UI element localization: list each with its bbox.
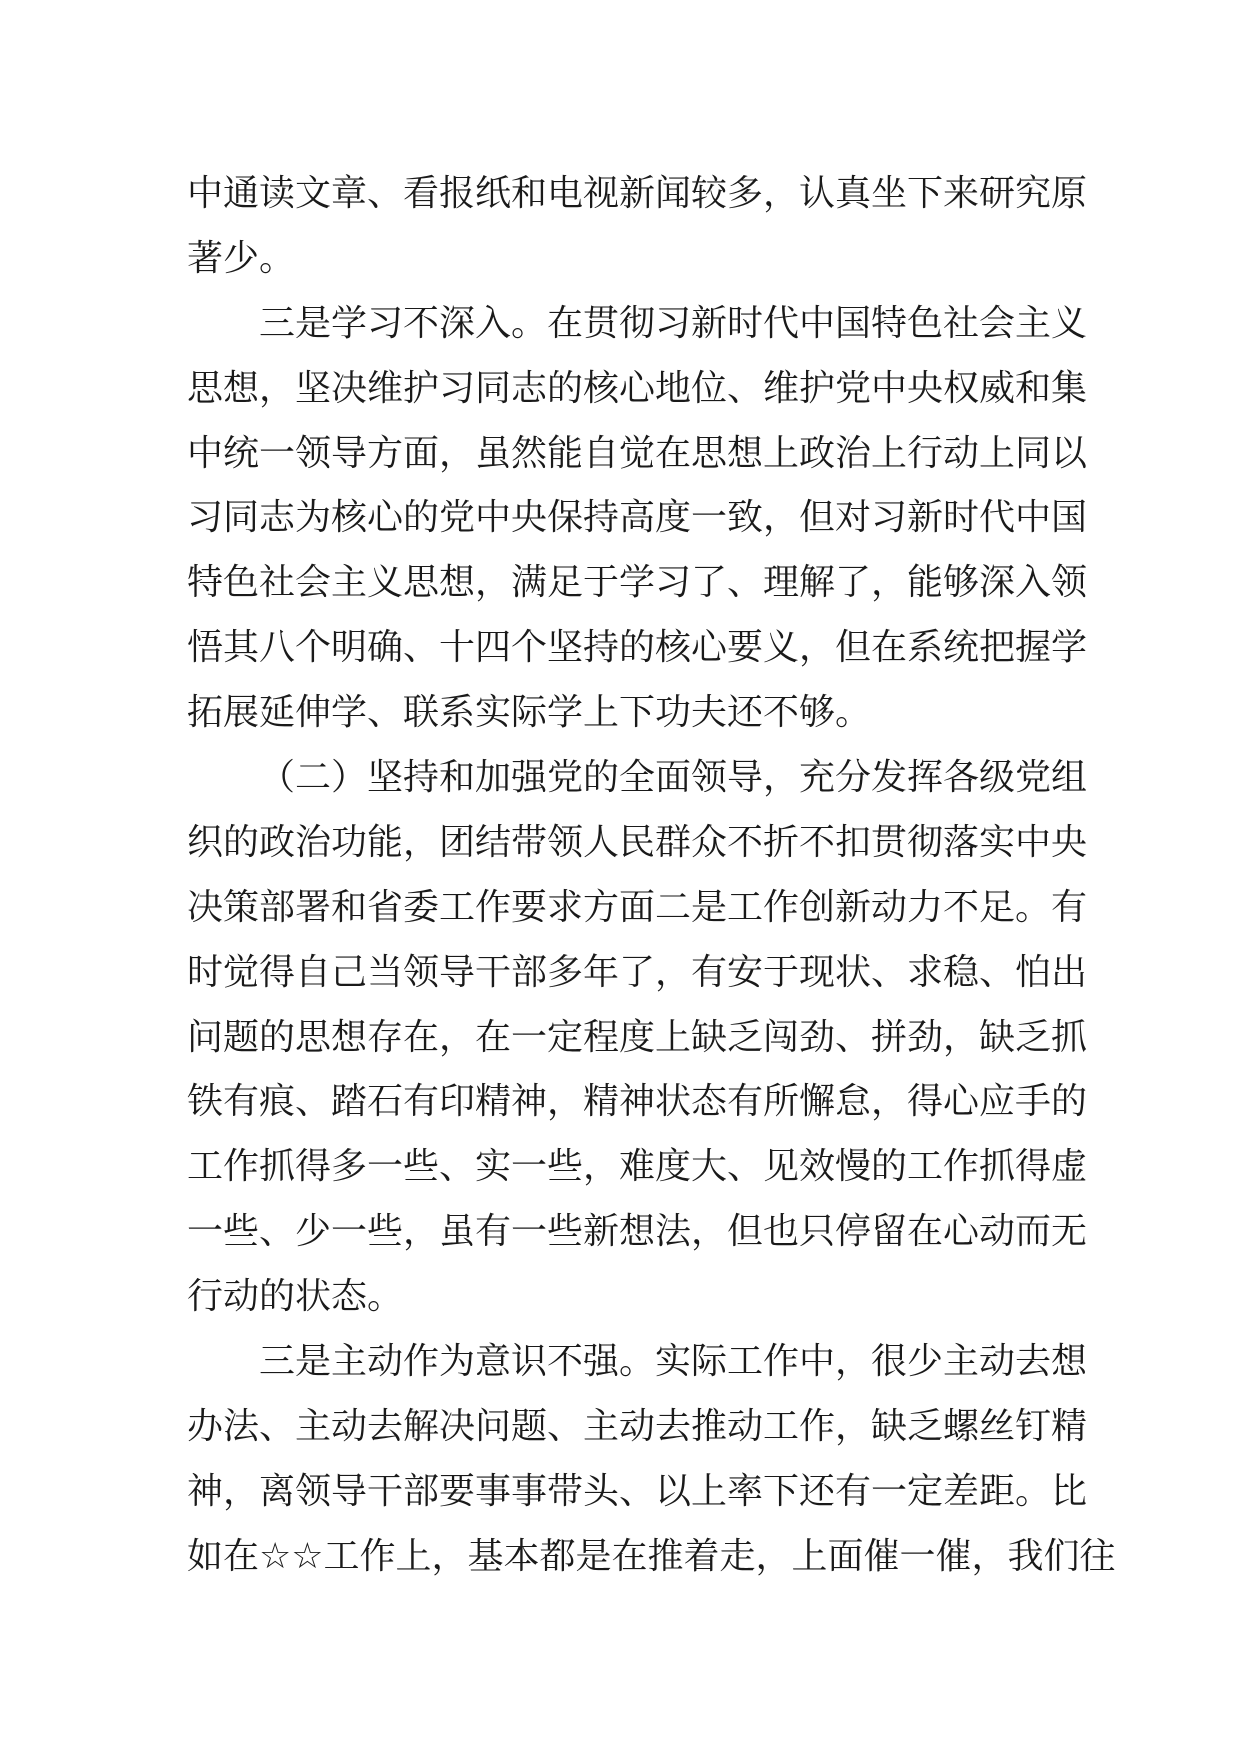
text-line: 中通读文章、看报纸和电视新闻较多，认真坐下来研究原 (187, 173, 1088, 214)
text-line: 中统一领导方面，虽然能自觉在思想上政治上行动上同以 (187, 432, 1088, 474)
paragraph-start-line: 三是主动作为意识不强。实际工作中，很少主动去想 (259, 1341, 1088, 1383)
text-line: 悟其八个明确、十四个坚持的核心要义，但在系统把握学 (187, 627, 1088, 669)
text-line: 时觉得自己当领导干部多年了，有安于现状、求稳、怕出 (187, 951, 1088, 993)
text-line: 习同志为核心的党中央保持高度一致，但对习新时代中国 (187, 497, 1088, 539)
text-line: 行动的状态。 (187, 1276, 404, 1318)
section-heading-line: （二）坚持和加强党的全面领导，充分发挥各级党组 (259, 757, 1088, 799)
text-line: 著少。 (187, 237, 296, 279)
text-line: 织的政治功能，团结带领人民群众不折不扣贯彻落实中央 (187, 821, 1088, 863)
text-line: 一些、少一些，虽有一些新想法，但也只停留在心动而无 (187, 1211, 1088, 1253)
body-text (187, 162, 1116, 1590)
text-line: 如在☆☆工作上，基本都是在推着走，上面催一催，我们往 (187, 1535, 1116, 1577)
text-line: 办法、主动去解决问题、主动去推动工作，缺乏螺丝钉精 (187, 1405, 1088, 1447)
text-line: 特色社会主义思想，满足于学习了、理解了，能够深入领 (187, 562, 1088, 604)
text-line: 神，离领导干部要事事带头、以上率下还有一定差距。比 (187, 1470, 1088, 1512)
text-line: 思想，坚决维护习同志的核心地位、维护党中央权威和集 (187, 367, 1088, 409)
text-line: 拓展延伸学、联系实际学上下功夫还不够。 (187, 692, 872, 734)
text-line: 铁有痕、踏石有印精神，精神状态有所懈怠，得心应手的 (187, 1081, 1088, 1123)
text-line: 决策部署和省委工作要求方面二是工作创新动力不足。有 (187, 886, 1088, 928)
paragraph-start-line: 三是学习不深入。在贯彻习新时代中国特色社会主义 (259, 302, 1088, 344)
text-line: 问题的思想存在，在一定程度上缺乏闯劲、拼劲，缺乏抓 (187, 1016, 1088, 1058)
text-line: 工作抓得多一些、实一些，难度大、见效慢的工作抓得虚 (187, 1146, 1088, 1188)
